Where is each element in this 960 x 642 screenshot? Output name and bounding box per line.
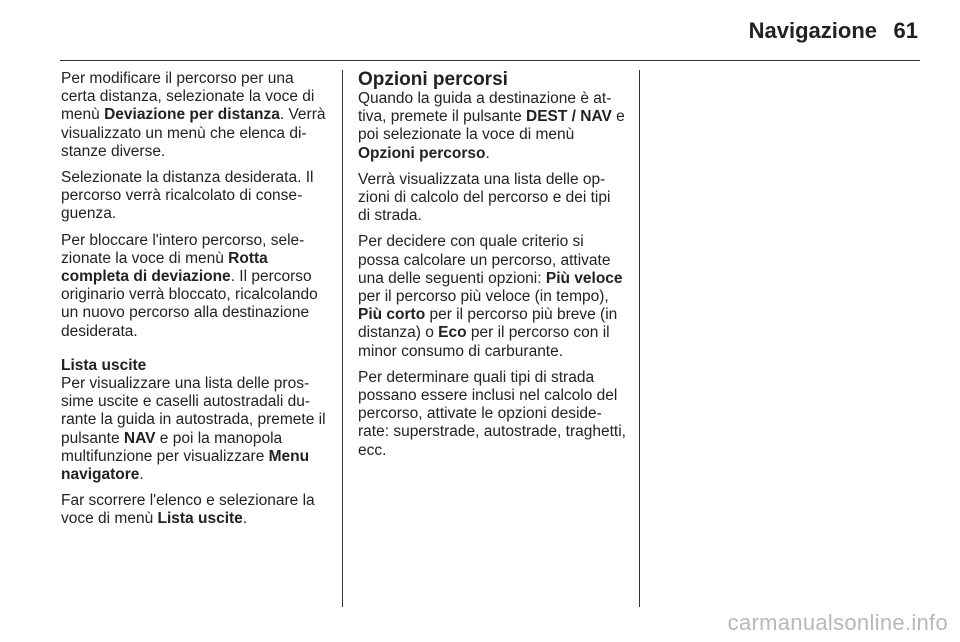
heading-opzioni-percorsi: Opzioni percorsi xyxy=(358,69,508,90)
menu-item-menu-navigatore: Menu navigatore xyxy=(61,447,310,484)
left-column xyxy=(61,70,329,537)
page-number: 61 xyxy=(893,18,918,43)
paragraph-options-list: Verrà visualizzata una lista delle opzioni di calcolo del percorso e dei tipi di strada. xyxy=(358,170,611,225)
paragraph-road-types: Per determinare quali tipi di strada possano essere inclusi nel calcolo del percorso, attivate le opzioni desiderate: superstrade, autostrade, traghetti, ecc. xyxy=(358,368,626,459)
paragraph-distance-detour: Per modificare il percorso per una certa distanza, selezionate la voce di menù Deviazione per distanza. Verrà visualizzato un menù che elenca distanze diverse. xyxy=(61,70,326,160)
menu-item-deviazione-per-distanza: Deviazione per distanza xyxy=(104,106,280,124)
option-eco: Eco xyxy=(438,324,467,342)
column-divider xyxy=(342,70,343,607)
paragraph-select-distance: Selezionate la distanza desiderata. Il percorso verrà ricalcolato di conseguenza. xyxy=(61,169,314,223)
section-title: Navigazione xyxy=(748,18,877,43)
heading-lista-uscite: Lista uscite xyxy=(61,356,147,374)
menu-item-lista-uscite: Lista uscite xyxy=(157,510,243,528)
watermark: carmanualsonline.info xyxy=(727,610,948,635)
page-header xyxy=(0,0,960,62)
column-divider xyxy=(639,70,640,607)
menu-item-opzioni-percorso: Opzioni percorso xyxy=(358,144,486,162)
middle-column xyxy=(358,70,626,468)
button-nav: NAV xyxy=(123,429,156,447)
paragraph-scroll-list: Far scorrere l'elenco e selezionare la voce di menù Lista uscite. xyxy=(61,492,315,528)
option-piu-veloce: Più veloce xyxy=(545,269,623,287)
paragraph-exits-list: Per visualizzare una lista delle prossime uscite e caselli autostradali durante la guida in autostrada, premete il pulsante NAV e poi la manopola multifunzione per visualizzare Menu navigatore. xyxy=(61,375,326,484)
option-piu-corto: Più corto xyxy=(358,306,426,324)
paragraph-route-criteria: Per decidere con quale criterio si possa calcolare un percorso, attivate una delle seguenti opzioni: Più veloce per il percorso più veloce (in tempo), Più corto per il percorso più breve (in distanza) o Eco per il percorso con il minor consumo di carburante. xyxy=(358,233,623,360)
button-dest-nav: DEST / NAV xyxy=(526,108,612,126)
paragraph-block-route: Per bloccare l'intero percorso, selezionate la voce di menù Rotta completa di deviazione. Il percorso originario verrà bloccato, ricalcolando un nuovo percorso alla destinazione desiderata. xyxy=(61,231,318,340)
menu-item-rotta-completa: Rotta completa di deviazione xyxy=(61,249,268,286)
paragraph-route-options-access: Quando la guida a destinazione è attiva, premete il pulsante DEST / NAV e poi selezionate la voce di menù Opzioni percorso. xyxy=(358,90,625,162)
header-divider xyxy=(60,60,920,61)
